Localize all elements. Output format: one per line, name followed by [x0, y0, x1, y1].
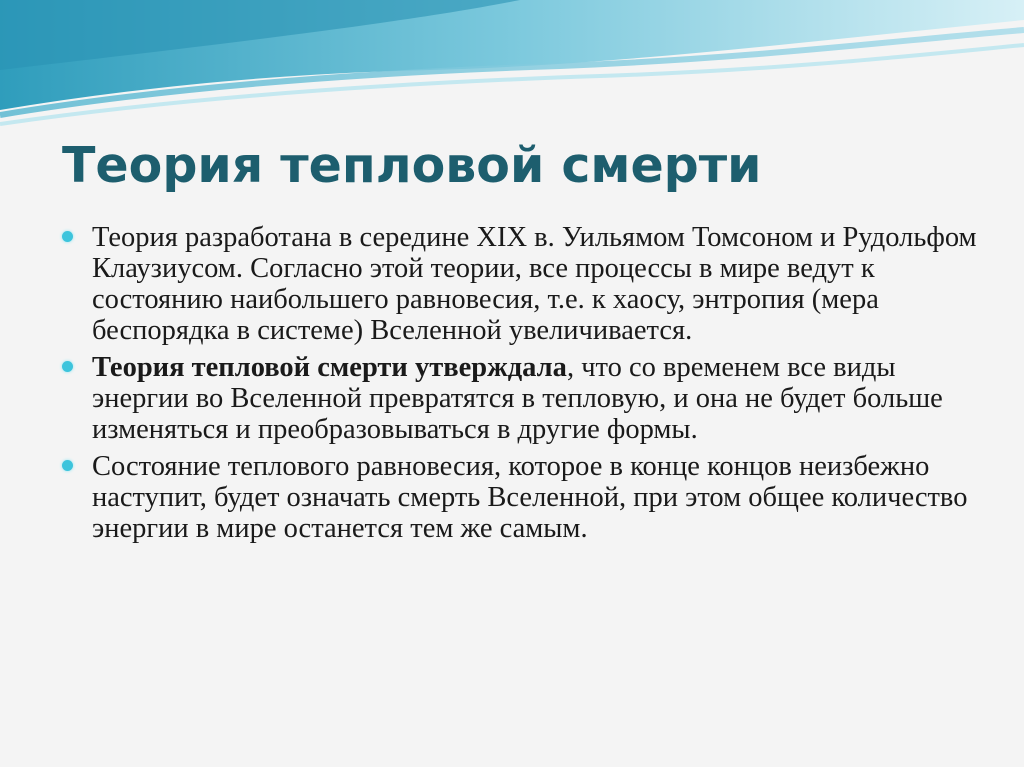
bullet-item [58, 352, 978, 445]
decorative-wave [0, 0, 1024, 130]
slide-title: Теория тепловой смерти [62, 137, 762, 194]
bullet-text: , что со временем все виды энергии во Вселенной превратятся в тепловую, и она не будет больше изменяться и преобразовываться в другие формы. [92, 352, 943, 445]
bullet-list [58, 222, 978, 550]
bullet-bold-text: Теория тепловой смерти утверждала [92, 352, 567, 383]
bullet-item [58, 451, 978, 544]
bullet-item [58, 222, 978, 346]
bullet-text: Теория разработана в середине XIX в. Уильямом Томсоном и Рудольфом Клаузиусом. Согласно этой теории, все процессы в мире ведут к состоянию наибольшего равновесия, т.е. к хаосу, энтропия (мера беспорядка в системе) Вселенной увеличивается. [92, 222, 977, 346]
bullet-text: Состояние теплового равновесия, которое в конце концов неизбежно наступит, будет означать смерть Вселенной, при этом общее количество энергии в мире останется тем же самым. [92, 451, 968, 544]
bullet-dot-icon [62, 231, 73, 242]
bullet-dot-icon [62, 460, 73, 471]
bullet-dot-icon [62, 361, 73, 372]
